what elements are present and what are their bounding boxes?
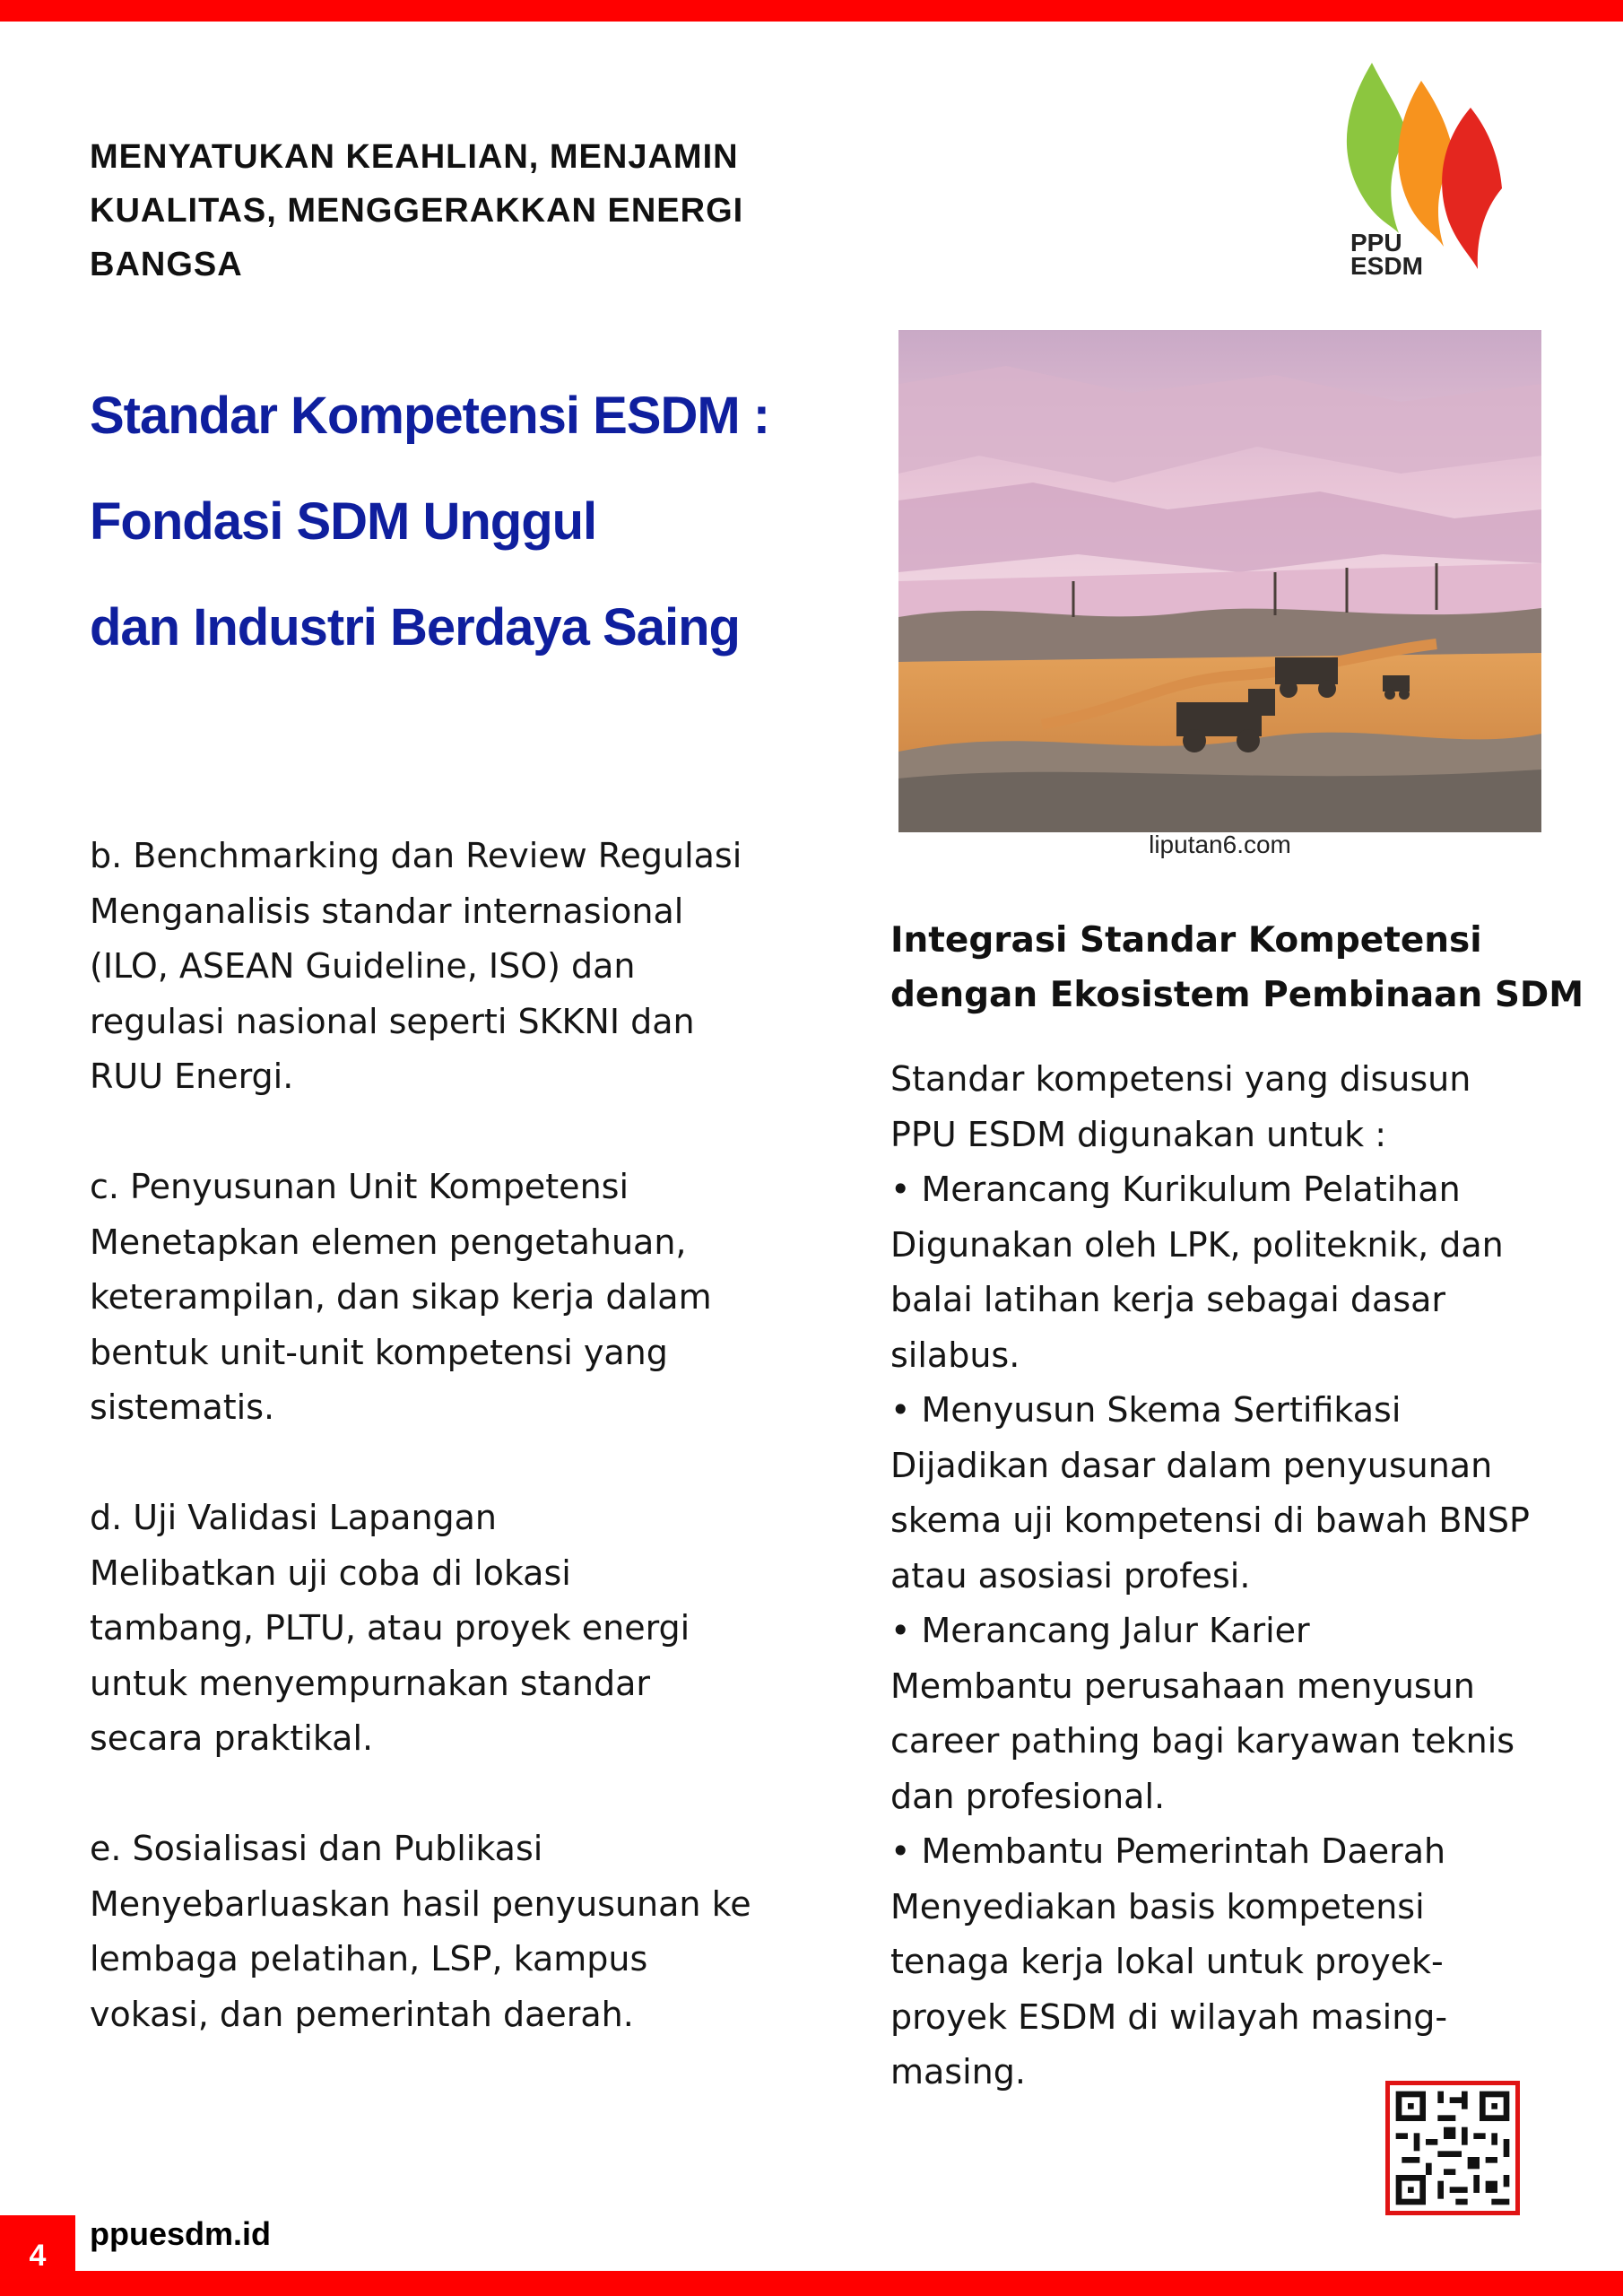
title-line: dan Industri Berdaya Saing (90, 598, 740, 657)
tagline-line: KUALITAS, MENGGERAKKAN ENERGI (90, 192, 744, 230)
bottom-accent-bar (0, 2271, 1623, 2296)
photo-caption: liputan6.com (1149, 831, 1291, 858)
section-heading: c. Penyusunan Unit Kompetensi (90, 1167, 629, 1206)
body-line: dan profesional. (890, 1776, 1166, 1816)
qr-pattern (1390, 2085, 1515, 2211)
tagline-line: BANGSA (90, 246, 243, 283)
section-text: tambang, PLTU, atau proyek energi (90, 1608, 690, 1648)
qr-code-icon[interactable] (1385, 2081, 1520, 2215)
title-line: Fondasi SDM Unggul (90, 492, 597, 551)
bullet-line: • Menyusun Skema Sertifikasi (890, 1390, 1402, 1430)
body-line: balai latihan kerja sebagai dasar (890, 1280, 1446, 1319)
body-line: skema uji kompetensi di bawah BNSP (890, 1500, 1530, 1540)
section-c (90, 1160, 861, 1436)
integration-heading (890, 913, 1599, 1022)
flame-logo-icon (1336, 54, 1506, 278)
section-text: lembaga pelatihan, LSP, kampus (90, 1939, 648, 1979)
section-heading: d. Uji Validasi Lapangan (90, 1498, 498, 1537)
title-line: Standar Kompetensi ESDM : (90, 387, 770, 445)
ppu-esdm-logo (1336, 54, 1506, 278)
section-text: sistematis. (90, 1387, 275, 1427)
body-line: Standar kompetensi yang disusun (890, 1059, 1471, 1099)
bullet-line: • Membantu Pemerintah Daerah (890, 1831, 1446, 1871)
mining-trucks-illustration (898, 330, 1541, 832)
section-text: secara praktikal. (90, 1718, 374, 1758)
section-text: regulasi nasional seperti SKKNI dan (90, 1001, 695, 1041)
body-line: tenaga kerja lokal untuk proyek- (890, 1942, 1444, 1981)
body-line: PPU ESDM digunakan untuk : (890, 1114, 1387, 1154)
section-text: RUU Energi. (90, 1057, 294, 1096)
site-url[interactable]: ppuesdm.id (90, 2215, 272, 2252)
body-line: masing. (890, 2052, 1026, 2092)
section-text: untuk menyempurnakan standar (90, 1663, 651, 1703)
section-b (90, 829, 861, 1105)
left-column (90, 829, 861, 2042)
page-number: 4 (0, 2215, 75, 2296)
body-line: career pathing bagi karyawan teknis (890, 1721, 1515, 1761)
body-line: proyek ESDM di wilayah masing- (890, 1996, 1448, 2037)
section-e (90, 1822, 861, 2042)
top-accent-bar (0, 0, 1623, 22)
logo-text-esdm: ESDM (1350, 252, 1423, 278)
section-heading: e. Sosialisasi dan Publikasi (90, 1829, 543, 1868)
body-line: Menyediakan basis kompetensi (890, 1886, 1425, 1926)
logo-text-ppu: PPU (1350, 229, 1402, 257)
section-text: Menetapkan elemen pengetahuan, (90, 1222, 687, 1262)
section-text: Menyebarluaskan hasil penyusunan ke (90, 1883, 751, 1924)
tagline (90, 130, 825, 291)
section-text: Menganalisis standar internasional (90, 891, 684, 931)
body-line: Membantu perusahaan menyusun (890, 1665, 1475, 1706)
section-text: keterampilan, dan sikap kerja dalam (90, 1277, 712, 1317)
section-d (90, 1491, 861, 1767)
tagline-line: MENYATUKAN KEAHLIAN, MENJAMIN (90, 138, 739, 176)
section-text: Melibatkan uji coba di lokasi (90, 1552, 571, 1593)
body-line: silabus. (890, 1335, 1020, 1375)
section-text: vokasi, dan pemerintah daerah. (90, 1994, 634, 2034)
bullet-line: • Merancang Jalur Karier (890, 1611, 1310, 1650)
heading-line: dengan Ekosistem Pembinaan SDM (890, 975, 1584, 1015)
page-title (90, 363, 861, 681)
section-text: bentuk unit-unit kompetensi yang (90, 1332, 668, 1372)
body-line: atau asosiasi profesi. (890, 1555, 1251, 1596)
bullet-line: • Merancang Kurikulum Pelatihan (890, 1170, 1461, 1209)
body-line: Dijadikan dasar dalam penyusunan (890, 1445, 1493, 1485)
heading-line: Integrasi Standar Kompetensi (890, 920, 1482, 961)
section-text: (ILO, ASEAN Guideline, ISO) dan (90, 946, 636, 986)
right-column (890, 1052, 1599, 2100)
section-heading: b. Benchmarking dan Review Regulasi (90, 836, 742, 875)
mining-photo (898, 330, 1541, 832)
body-line: Digunakan oleh LPK, politeknik, dan (890, 1224, 1504, 1265)
